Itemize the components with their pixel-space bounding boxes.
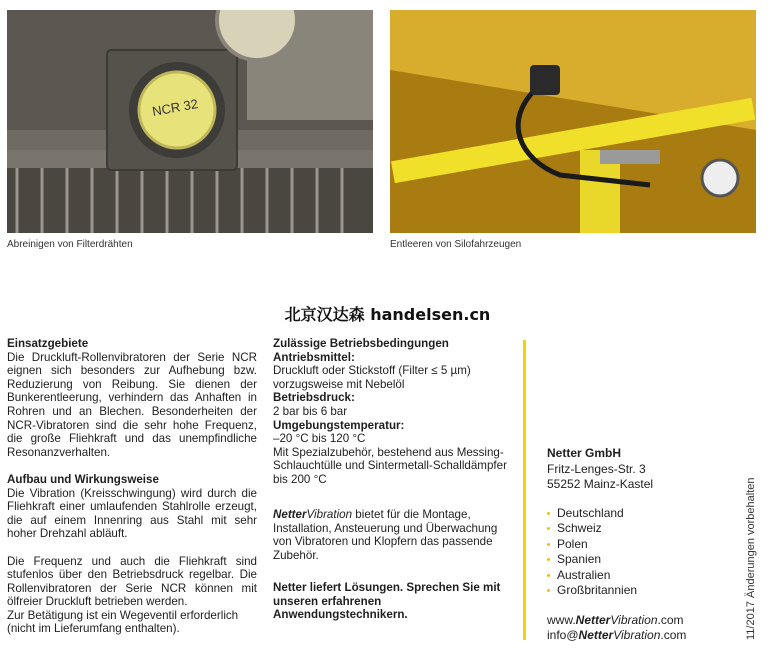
filter-wire-photo: [7, 10, 373, 233]
operating-pressure-value: 2 bar bis 6 bar: [273, 404, 348, 418]
country-item: Polen: [547, 537, 727, 553]
website-link[interactable]: [547, 613, 727, 629]
column-operating-conditions: [273, 337, 518, 622]
ambient-temperature-value: –20 °C bis 120 °C: [273, 432, 366, 446]
mail-brand-vibration: Vibration: [613, 628, 661, 642]
promo-text: bietet für die Montage, Installation, Ansteuerung und Überwachung von Vibratoren und Klopfern das passende Zubehör.: [273, 508, 498, 562]
mail-suffix: .com: [660, 628, 687, 642]
brand-netter: Netter: [273, 508, 307, 522]
email-link[interactable]: [547, 628, 727, 644]
section-title-construction: Aufbau und Wirkungsweise: [7, 472, 159, 486]
ambient-temperature-label: Umgebungstemperatur:: [273, 418, 405, 432]
section-title-applications: Einsatzgebiete: [7, 337, 89, 350]
web-brand-vibration: Vibration: [610, 612, 658, 627]
silo-truck-photo: [390, 10, 756, 233]
web-suffix: .com: [657, 612, 684, 627]
revision-note: 11/2017 Änderungen vorbehalten: [745, 477, 757, 640]
country-item: Australien: [547, 568, 727, 584]
valve-note: Zur Betätigung ist ein Wegeventil erforderlich (nicht im Lieferumfang enthalten).: [7, 608, 239, 636]
country-item: Schweiz: [547, 521, 727, 537]
country-list: [547, 506, 727, 599]
drive-medium-value: Druckluft oder Stickstoff (Filter ≤ 5 µm) vorzugsweise mit Nebelöl: [273, 364, 471, 391]
slogan: Netter liefert Lösungen. Sprechen Sie mit unseren erfahrenen Anwendungstechnikern.: [273, 581, 501, 622]
mail-prefix: info@: [547, 628, 579, 642]
drive-medium-label: Antriebsmittel:: [273, 350, 355, 364]
accessory-promo: [273, 508, 518, 562]
operating-pressure-label: Betriebsdruck:: [273, 391, 355, 405]
mail-brand-netter: Netter: [578, 628, 614, 642]
company-name: Netter GmbH: [547, 446, 622, 460]
web-prefix: www.: [547, 612, 576, 627]
caption-left: Abreinigen von Filterdrähten: [7, 239, 133, 250]
frequency-text: Die Frequenz und auch die Fliehkraft sind stufenlos über den Betriebsdruck regelbar. Die Rollenvibratoren der Serie NCR können mit ölfreier Druckluft betrieben werden.: [7, 554, 257, 609]
special-accessory-note: Mit Spezialzubehör, bestehend aus Messing-Schlauchtülle und Sintermetall-Schalldämpfer bis 200 °C: [273, 445, 507, 486]
caption-right: Entleeren von Silofahrzeugen: [390, 239, 522, 250]
country-item: Großbritannien: [547, 583, 727, 599]
operating-conditions-title: Zulässige Betriebsbedingungen: [273, 337, 449, 350]
device-label: NCR 32: [151, 96, 200, 119]
distributor-heading: 北京汉达森 handelsen.cn: [284, 305, 491, 324]
country-item: Spanien: [547, 552, 727, 568]
column-applications: [7, 337, 257, 636]
construction-text: Die Vibration (Kreisschwingung) wird durch die Fliehkraft einer umlaufenden Stahlrolle erzeugt, die auf einem Innenring aus Stahl mit sehr hoher Drehzahl abläuft.: [7, 486, 257, 541]
web-brand-netter: Netter: [575, 612, 611, 627]
applications-text: Die Druckluft-Rollenvibratoren der Serie NCR eignen sich besonders zur Aufhebung bzw. Reduzierung von Reibung. Sie dienen der Bunkerentleerung, verhindern das Anhaften in Rohren und an Blechen. Besonderheiten der NCR-Vibratoren sind die sehr hohe Frequenz, die große Fliehkraft und das unempfindliche Resonanzverhalten.: [7, 350, 257, 459]
brand-vibration: Vibration: [306, 508, 353, 522]
city-address: 55252 Mainz-Kastel: [547, 477, 654, 491]
street-address: Fritz-Lenges-Str. 3: [547, 461, 646, 476]
accent-divider: [523, 340, 526, 640]
country-item: Deutschland: [547, 506, 727, 522]
contact-block: [547, 446, 727, 644]
